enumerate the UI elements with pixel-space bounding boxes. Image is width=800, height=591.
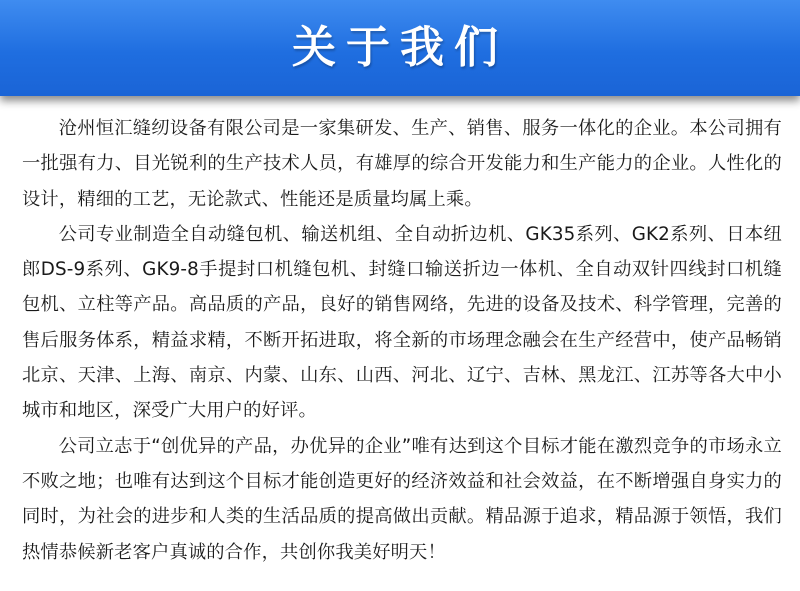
about-content bbox=[22, 111, 782, 570]
mission-paragraph: 公司立志于“创优异的产品，办优异的企业”唯有达到这个目标才能在激烈竞争的市场永立不败之地；也唯有达到这个目标才能创造更好的经济效益和社会效益，在不断增强自身实力的同时，为社会的进步和人类的生活品质的提高做出贡献。精品源于追求，精品源于领悟，我们热情恭候新老客户真诚的合作，共创你我美好明天！ bbox=[22, 435, 782, 563]
header-banner bbox=[0, 0, 800, 96]
page-title: 关于我们 bbox=[292, 22, 508, 73]
intro-paragraph: 沧州恒汇缝纫设备有限公司是一家集研发、生产、销售、服务一体化的企业。本公司拥有一批强有力、目光锐利的生产技术人员，有雄厚的综合开发能力和生产能力的企业。人性化的设计，精细的工艺，无论款式、性能还是质量均属上乘。 bbox=[22, 118, 782, 210]
products-paragraph: 公司专业制造全自动缝包机、输送机组、全自动折边机、GK35系列、GK2系列、日本纽郎DS-9系列、GK9-8手提封口机缝包机、封缝口输送折边一体机、全自动双针四线封口机缝包机、立柱等产品。高品质的产品，良好的销售网络，先进的设备及技术、科学管理，完善的售后服务体系，精益求精，不断开拓进取，将全新的市场理念融会在生产经营中，使产品畅销北京、天津、上海、南京、内蒙、山东、山西、河北、辽宁、吉林、黑龙江、江苏等各大中小城市和地区，深受广大用户的好评。 bbox=[22, 223, 782, 422]
